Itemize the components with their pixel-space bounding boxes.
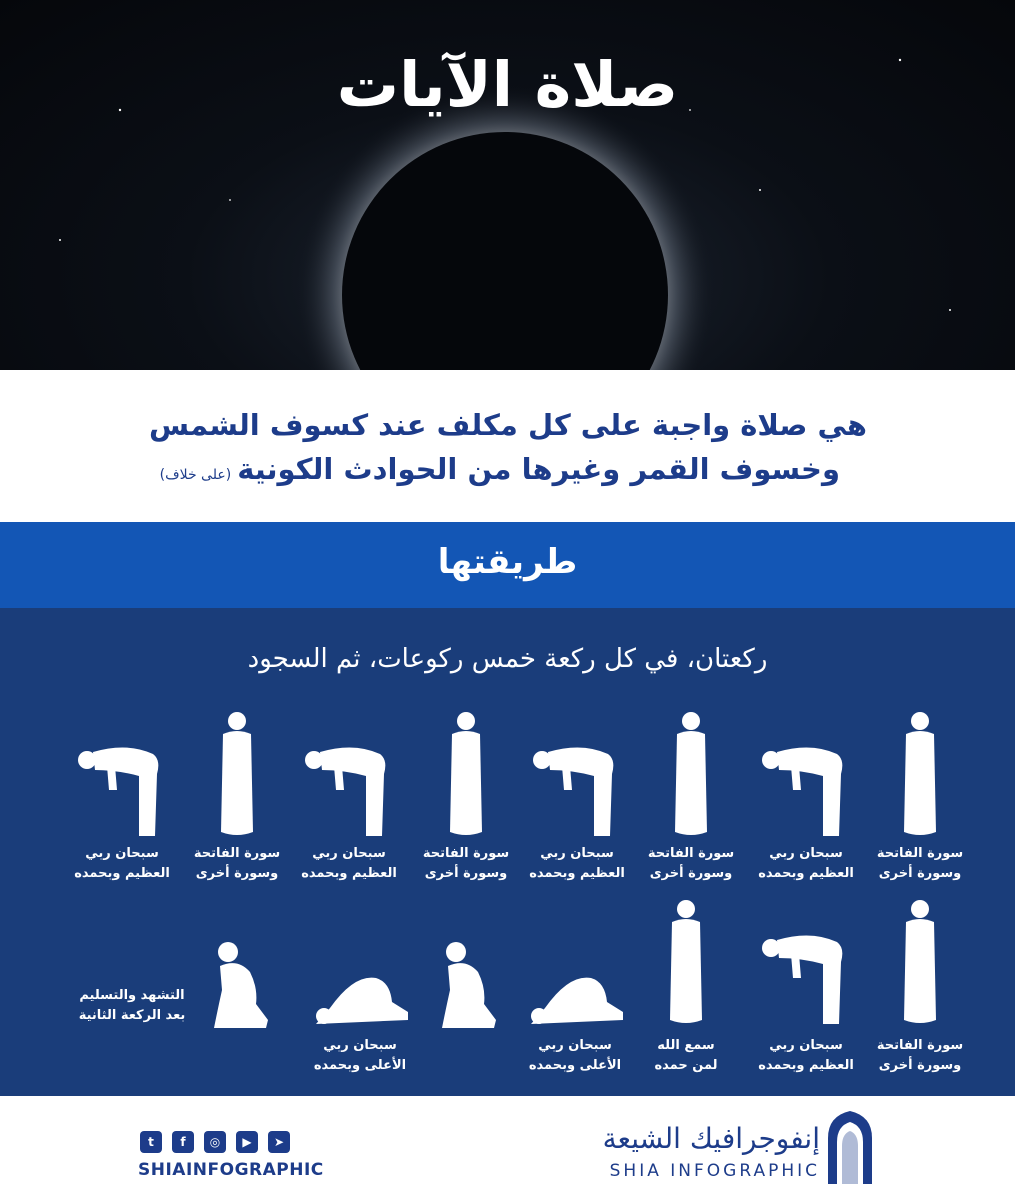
bowing-figure — [532, 740, 622, 844]
brand-name-english: SHIA INFOGRAPHIC — [609, 1161, 820, 1181]
step-caption-line-1: سبحان ربي — [769, 1038, 843, 1053]
standing-figure — [215, 710, 259, 844]
instagram-icon[interactable]: ◎ — [204, 1131, 226, 1153]
step-caption-line-2: لمن حمده — [654, 1058, 718, 1073]
step-caption-line-1: سورة الفاتحة — [647, 846, 735, 861]
bowing-figure — [761, 928, 851, 1032]
twitter-icon[interactable]: t — [140, 1131, 162, 1153]
sitting-figure — [210, 938, 270, 1032]
brand-name-arabic: إنفوجرافيك الشيعة — [602, 1122, 820, 1155]
step-caption-line-2: العظيم وبحمده — [529, 866, 625, 881]
step-caption-line-2: العظيم وبحمده — [758, 866, 854, 881]
step-caption — [406, 844, 526, 884]
step-caption-line-1: سمع الله — [657, 1038, 715, 1053]
standing-figure — [444, 710, 488, 844]
steps-section — [0, 608, 1015, 1096]
step-caption-line-1: سورة الفاتحة — [876, 846, 964, 861]
step-caption-line-1: سورة الفاتحة — [876, 1038, 964, 1053]
footer — [0, 1096, 1015, 1200]
step-caption-line-1: سورة الفاتحة — [193, 846, 281, 861]
bowing-figure — [304, 740, 394, 844]
hero-banner — [0, 0, 1015, 370]
standing-figure — [898, 898, 942, 1032]
method-heading: طريقتها — [437, 542, 578, 582]
step-caption-line-2: وسورة أخرى — [878, 1058, 962, 1073]
step-caption-line-2: وسورة أخرى — [649, 866, 733, 881]
step-caption — [631, 844, 751, 884]
step-caption-line-2: العظيم وبحمده — [74, 866, 170, 881]
step-caption — [517, 844, 637, 884]
step-caption-line-1: سبحان ربي — [540, 846, 614, 861]
step-caption-line-1: سبحان ربي — [538, 1038, 612, 1053]
step-caption-line-2: وسورة أخرى — [195, 866, 279, 881]
step-caption-line-1: سبحان ربي — [769, 846, 843, 861]
step-caption-line-1: سبحان ربي — [85, 846, 159, 861]
prostrating-figure — [310, 968, 410, 1032]
intro-line-2-text: وخسوف القمر وغيرها من الحوادث الكونية — [237, 452, 840, 486]
bowing-figure — [77, 740, 167, 844]
step-caption — [746, 844, 866, 884]
bowing-figure — [761, 740, 851, 844]
step-caption-line-2: الأعلى وبحمده — [313, 1058, 407, 1073]
method-heading-band — [0, 522, 1015, 608]
prostrating-figure — [525, 968, 625, 1032]
intro-note: (على خلاف) — [159, 467, 232, 483]
step-caption-line-2: العظيم وبحمده — [758, 1058, 854, 1073]
intro-section — [0, 370, 1015, 522]
step-caption — [62, 844, 182, 884]
standing-figure — [669, 710, 713, 844]
intro-line-2 — [160, 452, 840, 486]
step-caption — [860, 844, 980, 884]
step-caption — [860, 1036, 980, 1076]
standing-figure — [898, 710, 942, 844]
step-caption — [746, 1036, 866, 1076]
intro-line-1: هي صلاة واجبة على كل مكلف عند كسوف الشمس — [148, 408, 867, 442]
step-caption — [177, 844, 297, 884]
sitting-figure — [438, 938, 498, 1032]
method-summary: ركعتان، في كل ركعة خمس ركوعات، ثم السجود — [247, 644, 768, 674]
step-caption — [72, 986, 192, 1026]
step-caption-line-1: سبحان ربي — [312, 846, 386, 861]
step-caption — [626, 1036, 746, 1076]
social-handle: SHIAINFOGRAPHIC — [138, 1160, 324, 1180]
youtube-icon[interactable]: ▶ — [236, 1131, 258, 1153]
step-caption-line-1: سبحان ربي — [323, 1038, 397, 1053]
step-caption-line-1: سورة الفاتحة — [422, 846, 510, 861]
step-caption — [289, 844, 409, 884]
social-icons — [140, 1131, 290, 1153]
standing-figure — [664, 898, 708, 1032]
page-title: صلاة الآيات — [336, 48, 679, 121]
step-caption-line-2: بعد الركعة الثانية — [78, 1008, 186, 1023]
step-caption-line-2: وسورة أخرى — [424, 866, 508, 881]
telegram-icon[interactable]: ➤ — [268, 1131, 290, 1153]
facebook-icon[interactable]: f — [172, 1131, 194, 1153]
step-caption-line-2: الأعلى وبحمده — [528, 1058, 622, 1073]
step-caption-line-2: العظيم وبحمده — [301, 866, 397, 881]
step-caption-line-1: التشهد والتسليم — [79, 988, 185, 1003]
logo-icon — [825, 1108, 875, 1186]
step-caption-line-2: وسورة أخرى — [878, 866, 962, 881]
step-caption — [300, 1036, 420, 1076]
step-caption — [515, 1036, 635, 1076]
